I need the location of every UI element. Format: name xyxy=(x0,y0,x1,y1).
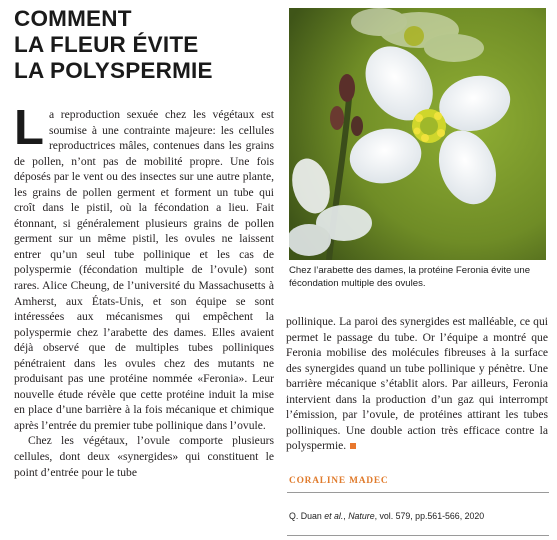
end-mark-icon xyxy=(350,443,356,449)
article-paragraph-2-start: Chez les végétaux, l’ovule comporte plusieurs cellules, dont deux «synergides» qui constituent le point d’entrée pour le tube xyxy=(14,434,274,479)
headline-line-3: LA POLYSPERMIE xyxy=(14,58,213,83)
article-paragraph-1 xyxy=(14,101,274,433)
paragraph-1-text: a reproduction sexuée chez les végétaux est soumise à une contrainte majeure: les cellules reproductrices mâles, contenues dans les grains de pollen, n’ont pas de mobilité propre. Une fois déposés par le vent ou des insectes sur une autre plante, les grains de pollen germent et forment un tube qui croît dans le pistil, où la fécondation a lieu. Fait étonnant, si généralement plusieurs grains de pollen germent sur un même pistil, les ovules ne laissent entrer qu’un seul tube pollinique et les cas de polyspermie (fécondation multiple de l’ovule) sont rares. Alice Cheung, de l’université du Massachusetts à Amherst, aux États-Unis, et son équipe se sont intéressées aux mécanismes qui empêchent la polyspermie chez l’arabette des dames. Elles avaient déjà observé que de multiples tubes polliniques pénétraient dans les ovules chez des mutants ne produisant pas une protéine nommée «Feronia». Leur nouvelle étude révèle que cette protéine induit la mise en place d’une barrière à la fois mécanique et chimique après l’entrée du premier tube pollinique dans l’ovule. xyxy=(14,108,274,432)
flower-illustration xyxy=(289,8,546,260)
paragraph-2-end-text: pollinique. La paroi des synergides est malléable, ce qui permet le passage du tube. Or l’équipe a montré que Feronia mobilise des molécules fibreuses à la surface des synergides quand un tube pollinique y pénètre. Une barrière mécanique s’établit alors. Par ailleurs, Feronia intervient dans la production d’un gaz qui interrompt l’émission, par l’ovule, de protéines attirant les tubes polliniques. Une double action très efficace contre la polyspermie. xyxy=(286,315,548,453)
article-column-2 xyxy=(286,314,548,454)
reference-authors: Q. Duan xyxy=(289,511,322,521)
photo-caption: Chez l’arabette des dames, la protéine Feronia évite une fécondation multiple des ovules. xyxy=(289,265,531,290)
reference-details: , vol. 579, pp.561-566, 2020 xyxy=(374,511,485,521)
reference-journal: Nature xyxy=(348,511,375,521)
author-byline: CORALINE MADEC xyxy=(289,476,389,486)
reference-citation: Q. Duan et al., Nature, vol. 579, pp.561-566, 2020 xyxy=(289,511,485,521)
drop-cap: L xyxy=(14,101,44,155)
article-headline xyxy=(14,6,284,84)
reference-top-rule xyxy=(287,492,549,493)
flower-photo xyxy=(289,8,546,260)
headline-line-1: COMMENT xyxy=(14,6,132,31)
reference-bottom-rule xyxy=(287,535,549,536)
article-column-1 xyxy=(14,101,274,480)
article-paragraph-2-end xyxy=(286,314,548,454)
headline-line-2: LA FLEUR ÉVITE xyxy=(14,32,199,57)
reference-etal: et al. xyxy=(324,511,344,521)
